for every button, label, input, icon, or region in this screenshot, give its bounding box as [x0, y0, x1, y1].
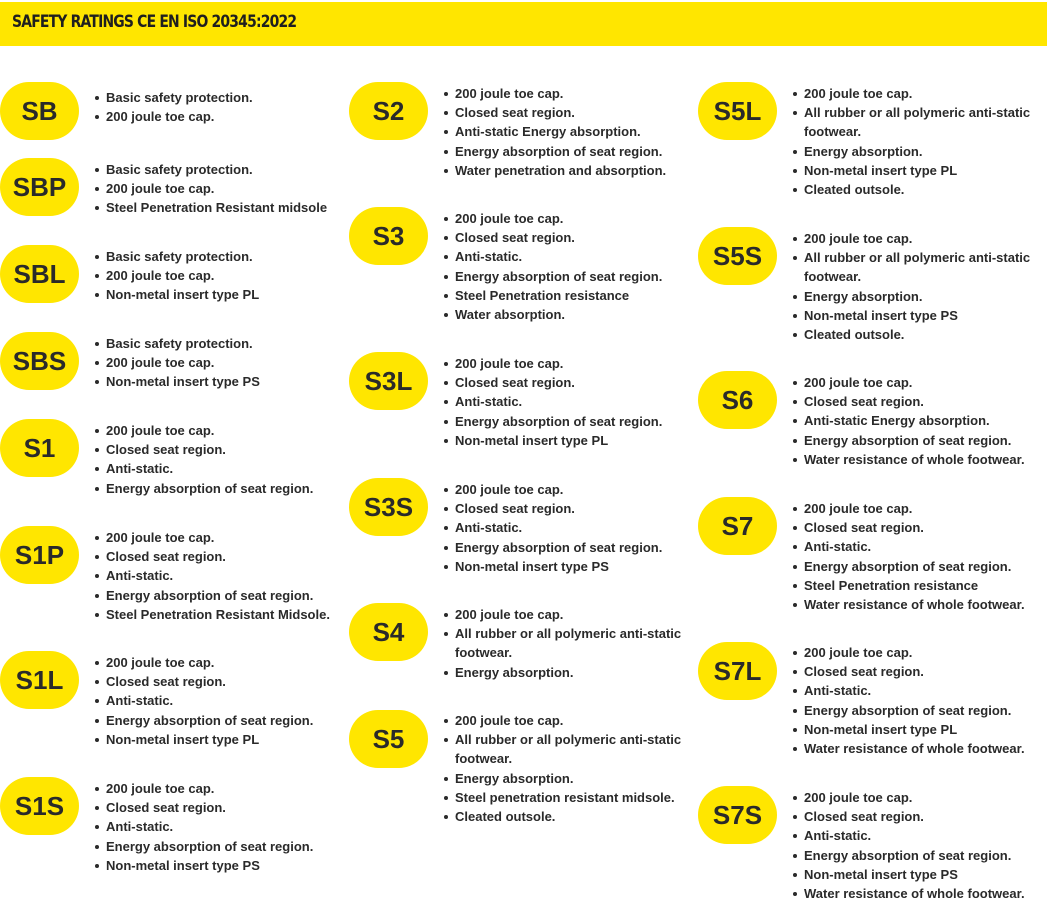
- feature-item: Water absorption.: [443, 305, 662, 324]
- rating-badge: S1S: [0, 777, 79, 835]
- feature-item: Energy absorption of seat region.: [792, 846, 1025, 865]
- feature-list: [792, 643, 1025, 758]
- feature-item: Water resistance of whole footwear.: [792, 450, 1025, 469]
- rating-badge: S5L: [698, 82, 777, 140]
- feature-item: Steel Penetration Resistant midsole: [94, 198, 327, 217]
- feature-list: [792, 788, 1025, 903]
- feature-item: Non-metal insert type PS: [94, 856, 313, 875]
- rating-badge: S6: [698, 371, 777, 429]
- feature-item: 200 joule toe cap.: [792, 373, 1025, 392]
- feature-item: Cleated outsole.: [792, 325, 1030, 344]
- feature-item: Energy absorption of seat region.: [443, 538, 662, 557]
- feature-item: All rubber or all polymeric anti-static: [443, 730, 681, 749]
- rating-badge: S7L: [698, 642, 777, 700]
- feature-list: [792, 499, 1025, 614]
- rating-badge: S3L: [349, 352, 428, 410]
- feature-item: Basic safety protection.: [94, 247, 259, 266]
- feature-item: Energy absorption of seat region.: [94, 586, 330, 605]
- feature-item: All rubber or all polymeric anti-static: [443, 624, 681, 643]
- feature-item: 200 joule toe cap.: [792, 84, 1030, 103]
- feature-item: Basic safety protection.: [94, 88, 253, 107]
- feature-item: Closed seat region.: [94, 798, 313, 817]
- feature-list: [792, 373, 1025, 469]
- feature-item: Anti-static.: [443, 518, 662, 537]
- feature-item: Non-metal insert type PL: [792, 161, 1030, 180]
- feature-item: 200 joule toe cap.: [792, 643, 1025, 662]
- feature-item: Non-metal insert type PS: [792, 865, 1025, 884]
- page-title: SAFETY RATINGS CE EN ISO 20345:2022: [12, 12, 297, 32]
- feature-item: Closed seat region.: [792, 518, 1025, 537]
- feature-item: Closed seat region.: [443, 103, 666, 122]
- feature-item: 200 joule toe cap.: [792, 499, 1025, 518]
- feature-item: Closed seat region.: [94, 547, 330, 566]
- feature-list: [443, 605, 681, 682]
- feature-list: [443, 209, 662, 324]
- rating-badge: S1L: [0, 651, 79, 709]
- feature-item: Water resistance of whole footwear.: [792, 884, 1025, 903]
- feature-item: Energy absorption of seat region.: [792, 431, 1025, 450]
- feature-item: 200 joule toe cap.: [792, 229, 1030, 248]
- feature-item: 200 joule toe cap.: [443, 605, 681, 624]
- rating-badge: S2: [349, 82, 428, 140]
- feature-item: 200 joule toe cap.: [94, 528, 330, 547]
- feature-item: Steel Penetration resistance: [792, 576, 1025, 595]
- feature-item: Non-metal insert type PL: [94, 285, 259, 304]
- feature-item: Closed seat region.: [792, 662, 1025, 681]
- feature-item: Closed seat region.: [94, 672, 313, 691]
- feature-item: Basic safety protection.: [94, 334, 260, 353]
- feature-item: 200 joule toe cap.: [94, 779, 313, 798]
- feature-item: footwear.: [804, 269, 862, 285]
- feature-list: [94, 334, 260, 392]
- feature-list: [792, 84, 1030, 199]
- rating-badge: SB: [0, 82, 79, 140]
- rating-badge: S1: [0, 419, 79, 477]
- feature-item: Non-metal insert type PL: [792, 720, 1025, 739]
- feature-item: 200 joule toe cap.: [792, 788, 1025, 807]
- rating-badge: S3S: [349, 478, 428, 536]
- feature-item: 200 joule toe cap.: [443, 84, 666, 103]
- feature-item: Anti-static.: [94, 691, 313, 710]
- feature-item: Non-metal insert type PS: [94, 372, 260, 391]
- feature-item: Anti-static.: [792, 537, 1025, 556]
- feature-item: Closed seat region.: [792, 392, 1025, 411]
- feature-item: Energy absorption.: [443, 663, 681, 682]
- feature-list: [443, 480, 662, 576]
- feature-list: [443, 354, 662, 450]
- feature-item: 200 joule toe cap.: [94, 107, 253, 126]
- feature-item: Basic safety protection.: [94, 160, 327, 179]
- feature-item: 200 joule toe cap.: [443, 354, 662, 373]
- feature-item: Energy absorption of seat region.: [443, 412, 662, 431]
- feature-item: Energy absorption of seat region.: [443, 142, 666, 161]
- rating-badge: SBP: [0, 158, 79, 216]
- feature-item: Anti-static.: [94, 817, 313, 836]
- feature-item: Anti-static Energy absorption.: [792, 411, 1025, 430]
- rating-badge: S1P: [0, 526, 79, 584]
- feature-list: [443, 711, 681, 826]
- feature-item: Water penetration and absorption.: [443, 161, 666, 180]
- feature-item: Water resistance of whole footwear.: [792, 595, 1025, 614]
- feature-item: Non-metal insert type PS: [443, 557, 662, 576]
- feature-item: Anti-static.: [94, 459, 313, 478]
- feature-item: Cleated outsole.: [443, 807, 681, 826]
- feature-item: Anti-static.: [792, 826, 1025, 845]
- feature-item: Non-metal insert type PL: [443, 431, 662, 450]
- rating-badge: S7: [698, 497, 777, 555]
- feature-list: [94, 528, 330, 624]
- feature-item: Energy absorption of seat region.: [94, 711, 313, 730]
- feature-item: Energy absorption of seat region.: [443, 267, 662, 286]
- feature-list: [94, 247, 259, 305]
- feature-item: 200 joule toe cap.: [94, 266, 259, 285]
- feature-item: 200 joule toe cap.: [94, 653, 313, 672]
- feature-item: footwear.: [455, 751, 513, 767]
- feature-item: Energy absorption of seat region.: [94, 837, 313, 856]
- feature-item: 200 joule toe cap.: [443, 480, 662, 499]
- feature-item: Non-metal insert type PL: [94, 730, 313, 749]
- feature-item: 200 joule toe cap.: [94, 179, 327, 198]
- feature-item: footwear.: [455, 645, 513, 661]
- feature-item: Energy absorption.: [792, 287, 1030, 306]
- feature-item: Closed seat region.: [443, 499, 662, 518]
- feature-item: Closed seat region.: [94, 440, 313, 459]
- feature-item: Anti-static.: [94, 566, 330, 585]
- feature-list: [94, 88, 253, 126]
- feature-item: Energy absorption.: [443, 769, 681, 788]
- feature-item: All rubber or all polymeric anti-static: [792, 103, 1030, 122]
- feature-list: [443, 84, 666, 180]
- feature-item: Energy absorption.: [792, 142, 1030, 161]
- feature-item: All rubber or all polymeric anti-static: [792, 248, 1030, 267]
- feature-item: 200 joule toe cap.: [443, 711, 681, 730]
- feature-item: Anti-static Energy absorption.: [443, 122, 666, 141]
- rating-badge: SBS: [0, 332, 79, 390]
- feature-item: Anti-static.: [792, 681, 1025, 700]
- feature-item: Closed seat region.: [443, 373, 662, 392]
- feature-item: Steel Penetration Resistant Midsole.: [94, 605, 330, 624]
- feature-item: Energy absorption of seat region.: [792, 557, 1025, 576]
- feature-list: [94, 160, 327, 218]
- feature-item: 200 joule toe cap.: [94, 421, 313, 440]
- feature-item: footwear.: [804, 124, 862, 140]
- feature-item: Energy absorption of seat region.: [792, 701, 1025, 720]
- rating-badge: S3: [349, 207, 428, 265]
- feature-item: Water resistance of whole footwear.: [792, 739, 1025, 758]
- feature-item: Cleated outsole.: [792, 180, 1030, 199]
- rating-badge: S7S: [698, 786, 777, 844]
- feature-item: Anti-static.: [443, 392, 662, 411]
- header-bar: [0, 2, 1047, 46]
- feature-list: [94, 653, 313, 749]
- feature-list: [792, 229, 1030, 344]
- rating-badge: S5: [349, 710, 428, 768]
- feature-item: Steel penetration resistant midsole.: [443, 788, 681, 807]
- feature-item: Energy absorption of seat region.: [94, 479, 313, 498]
- feature-item: 200 joule toe cap.: [94, 353, 260, 372]
- rating-badge: S4: [349, 603, 428, 661]
- feature-item: Closed seat region.: [792, 807, 1025, 826]
- rating-badge: S5S: [698, 227, 777, 285]
- feature-item: Non-metal insert type PS: [792, 306, 1030, 325]
- feature-item: Closed seat region.: [443, 228, 662, 247]
- feature-item: 200 joule toe cap.: [443, 209, 662, 228]
- feature-item: Steel Penetration resistance: [443, 286, 662, 305]
- feature-item: Anti-static.: [443, 247, 662, 266]
- feature-list: [94, 421, 313, 498]
- feature-list: [94, 779, 313, 875]
- rating-badge: SBL: [0, 245, 79, 303]
